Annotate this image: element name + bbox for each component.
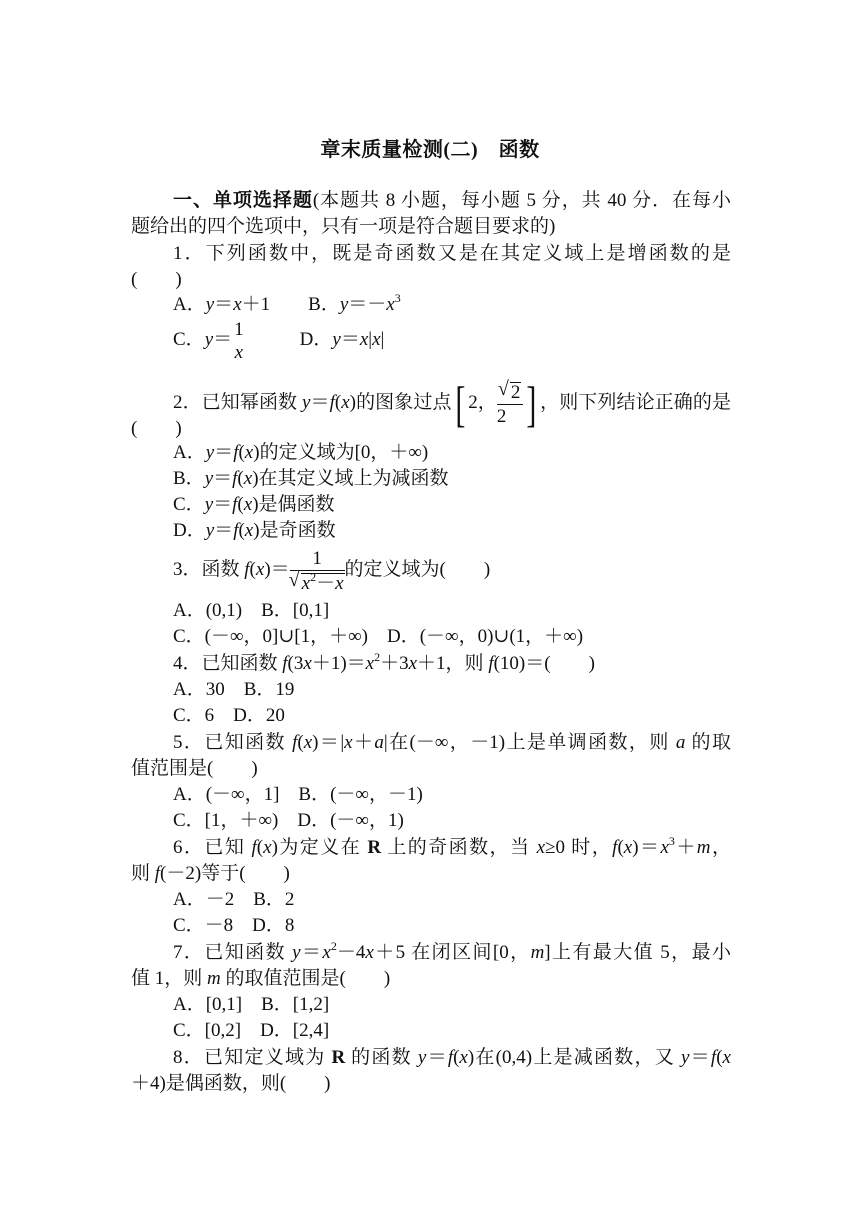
q6-stem: 6．已知 f(x)为定义在 R 上的奇函数，当 x≥0 时，$f(x)=x^3+m$， [173, 834, 731, 858]
q3-options-ab: A．(0,1) B．[0,1] [173, 600, 330, 621]
q5-stem: 5．已知函数 f(x)＝|x＋a|在(－∞，－1)上是单调函数，则 a 的取 [173, 732, 731, 753]
q1-options-cd: C．y＝ 1 x D．y＝x|x| [173, 318, 385, 363]
q7-stem: 7．已知函数 $y=x^2-4x+5$ 在闭区间[0，m]上有最大值 5，最小 [173, 939, 731, 963]
q4-options-cd: C．6 D．20 [173, 705, 285, 726]
q4-stem: 4．已知函数 $f(3x+1)=x^2+3x+1$，则 f(10)＝( ) [173, 650, 595, 674]
q1-options-ab: A．y＝x＋1 B．$y=-x^3$ [173, 291, 401, 315]
q5-options-ab: A．(－∞，1] B．(－∞，－1) [173, 784, 423, 805]
q2-paren: ( ) [131, 418, 182, 439]
q7-line2: 值 1，则 m 的取值范围是( ) [131, 968, 391, 989]
q4-options-ab: A．30 B．19 [173, 679, 295, 700]
q2-option-a: A．y＝f(x)的定义域为[0，＋∞) [173, 442, 429, 463]
section-intro-line2: 题给出的四个选项中，只有一项是符合题目要求的) [131, 216, 556, 237]
q7-options-cd: C．[0,2] D．[2,4] [173, 1020, 330, 1041]
section-heading: 一、单项选择题 [173, 190, 313, 211]
q1-paren: ( ) [131, 269, 182, 290]
q6-options-cd: C．－8 D．8 [173, 915, 295, 936]
fraction-1-over-x: 1 x [234, 318, 244, 363]
q6-line2: 则 f(－2)等于( ) [131, 863, 290, 884]
q5-line2: 值范围是( ) [131, 758, 258, 779]
fraction-1-over-sqrt: 1 √ $x^2-x$ [290, 549, 345, 593]
q8-line2: ＋4)是偶函数，则( ) [131, 1073, 331, 1094]
q3-stem: 3．函数 f(x)＝ 1 √ $x^2-x$ 的定义域为( ) [173, 546, 731, 594]
q6-options-ab: A．－2 B．2 [173, 889, 295, 910]
q2-option-c: C．y＝f(x)是偶函数 [173, 494, 335, 515]
q2-option-b: B．y＝f(x)在其定义域上为减函数 [173, 468, 449, 489]
q7-options-ab: A．[0,1] B．[1,2] [173, 994, 330, 1015]
q2-option-d: D．y＝f(x)是奇函数 [173, 520, 336, 541]
q1-stem: 1．下列函数中，既是奇函数又是在其定义域上是增函数的是 [173, 243, 731, 264]
page-title: 章末质量检测(二) 函数 [320, 139, 540, 161]
q2-stem: 2．已知幂函数 y＝f(x)的图象过点[ 2， √ $\frac{2}{2}$ ] ，则下列结论正确的是 [131, 378, 731, 428]
q5-options-cd: C．[1，＋∞) D．(－∞，1) [173, 810, 404, 831]
section-intro-line1: 一、单项选择题(本题共 8 小题，每小题 5 分，共 40 分．在每小 [173, 190, 731, 211]
q3-options-cd: C．(－∞，0]∪[1，＋∞) D．(－∞，0)∪(1，＋∞) [173, 626, 584, 647]
q8-stem: 8．已知定义域为 R 的函数 y＝f(x)在(0,4)上是减函数，又 y＝f(x [173, 1047, 731, 1068]
